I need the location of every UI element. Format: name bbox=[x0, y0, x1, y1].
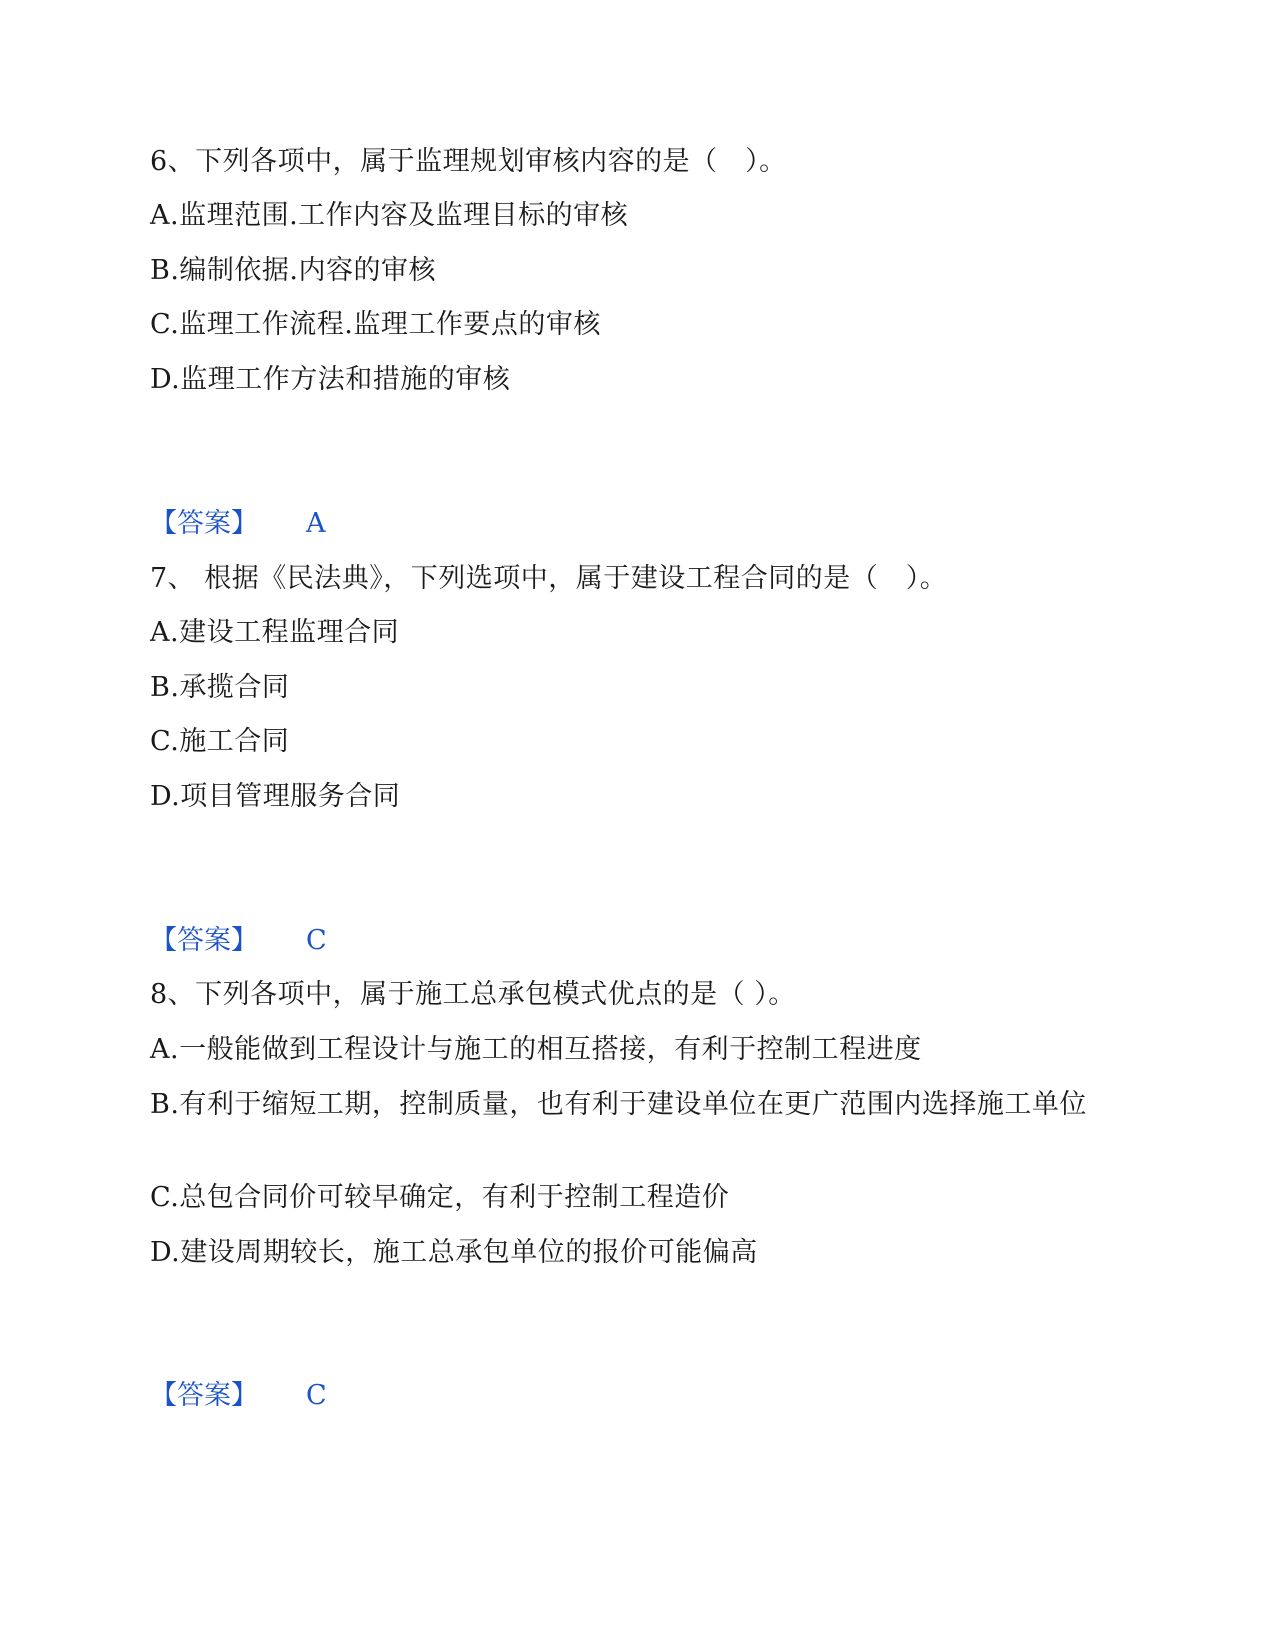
question-7-stem: 7、 根据《民法典》，下列选项中，属于建设工程合同的是（ ）。 bbox=[150, 563, 948, 594]
question-6-option-c: C.监理工作流程.监理工作要点的审核 bbox=[150, 309, 601, 340]
answer-value: C bbox=[306, 1380, 327, 1411]
question-7-option-a: A.建设工程监理合同 bbox=[150, 617, 400, 648]
question-8-option-b: B.有利于缩短工期，控制质量，也有利于建设单位在更广范围内选择施工单位 bbox=[150, 1089, 1087, 1120]
answer-value: A bbox=[306, 508, 326, 539]
question-8-stem: 8、下列各项中，属于施工总承包模式优点的是（ ）。 bbox=[150, 979, 796, 1010]
question-8-answer bbox=[150, 1376, 327, 1416]
question-7-answer bbox=[150, 921, 327, 961]
question-6-option-d: D.监理工作方法和措施的审核 bbox=[150, 364, 511, 395]
answer-label: 【答案】 bbox=[150, 508, 258, 539]
question-7-option-c: C.施工合同 bbox=[150, 726, 290, 757]
question-6-option-a: A.监理范围.工作内容及监理目标的审核 bbox=[150, 200, 629, 231]
question-6-answer bbox=[150, 504, 326, 544]
question-6-stem: 6、下列各项中，属于监理规划审核内容的是（ ）。 bbox=[150, 146, 787, 177]
answer-label: 【答案】 bbox=[150, 925, 258, 956]
question-8-option-c: C.总包合同价可较早确定，有利于控制工程造价 bbox=[150, 1182, 730, 1213]
question-8-option-d: D.建设周期较长，施工总承包单位的报价可能偏高 bbox=[150, 1237, 758, 1268]
answer-label: 【答案】 bbox=[150, 1380, 258, 1411]
question-7-option-d: D.项目管理服务合同 bbox=[150, 781, 401, 812]
question-8-option-a: A.一般能做到工程设计与施工的相互搭接，有利于控制工程进度 bbox=[150, 1034, 922, 1065]
question-6-option-b: B.编制依据.内容的审核 bbox=[150, 255, 437, 286]
answer-value: C bbox=[306, 925, 327, 956]
question-7-option-b: B.承揽合同 bbox=[150, 672, 290, 703]
